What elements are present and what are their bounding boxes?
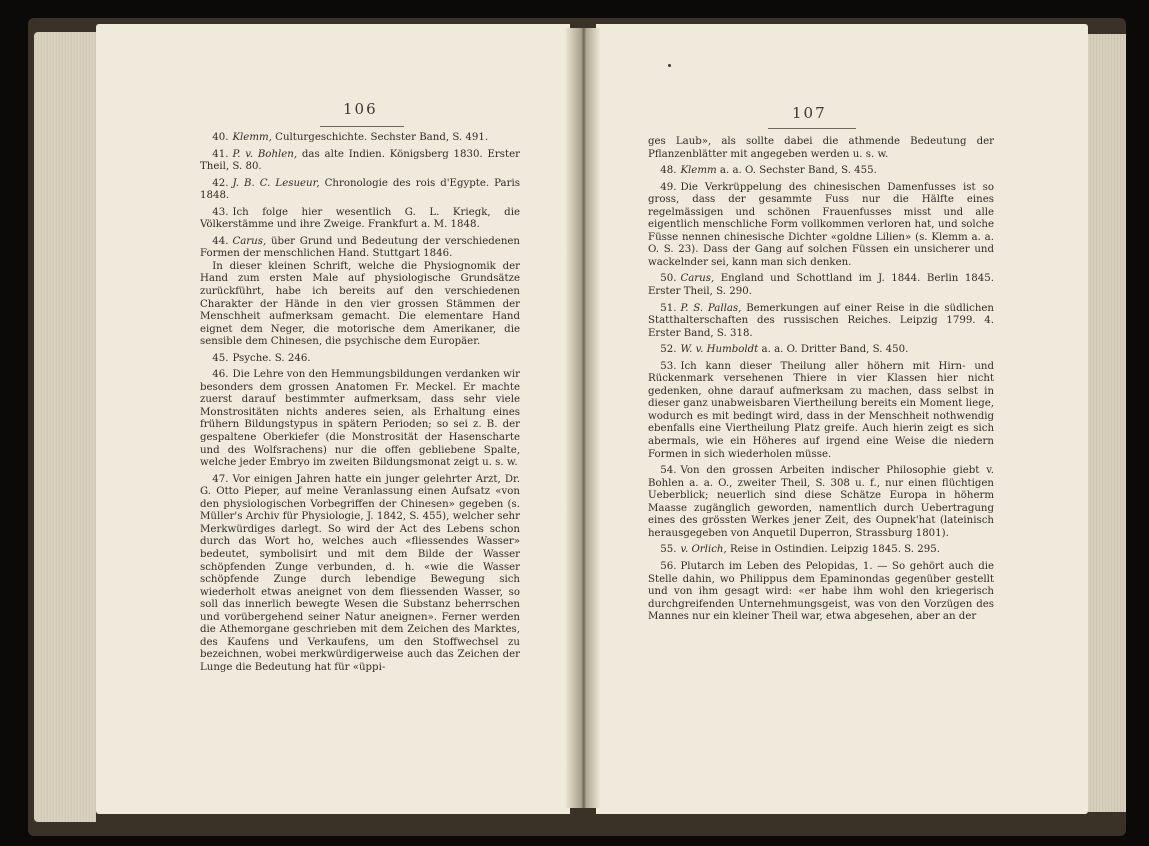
note-entry: 43. Ich folge hier wesentlich G. L. Kriegk, die Völkerstämme und ihre Zweige. Frankfurt a. M. 1848. [200,206,520,231]
dust-speck [668,64,671,67]
left-page [96,24,570,814]
note-entry: 54. Von den grossen Arbeiten indischer Philosophie giebt v. Bohlen a. a. O., zweiter Theil, S. 308 u. f., nur einen flüchtigen Ueberblick; neuerlich sind diese Schätze Europa in höherm Maasse zugänglich geworden, namentlich durch Uebertragung eines des grössten Werkes jener Zeit, des Oupnek'hat (lateinisch herausgegeben von Anquetil Duperron, Strassburg 1801). [648,465,994,539]
note-entry: 55. v. Orlich, Reise in Ostindien. Leipzig 1845. S. 295. [660,544,940,556]
note-entry: 56. Plutarch im Leben des Pelopidas, 1. — So gehört auch die Stelle dahin, wo Philippus dem Epaminondas gegenüber gestellt und von ihm gesagt wird: «er habe ihm wohl den kriegerisch durchgreifenden Unternehmungsgeist, was von den Vorzügen des Mannes nur ein kleiner Theil war, etwa abgesehen, aber an der [648,560,994,623]
note-entry: 53. Ich kann dieser Theilung aller höhern mit Hirn- und Rückenmark versehenen Thiere in vier Klassen hier nicht gedenken, ohne darauf aufmerksam zu machen, dass selbst in dieser ganz unabweisbaren Viertheilung bereits ein Moment liege, wodurch es mit bedingt wird, dass in der Menschheit nothwendig ebenfalls eine Viertheilung Platz greife. Auch hierin zeigt es sich abermals, wie ein Höheres auf irgend eine Weise die niedern Formen in sich wiederholen müsse. [648,360,994,460]
note-continuation: ges Laub», als sollte dabei die athmende Bedeutung der Pflanzenblätter mit angegeben werden u. s. w. [648,136,994,160]
page-number: 106 [343,100,378,118]
header-rule [768,128,856,129]
note-entry: 50. Carus, England und Schottland im J. 1844. Berlin 1845. Erster Theil, S. 290. [648,273,994,298]
right-page-edges [1086,34,1126,812]
note-entry: 52. W. v. Humboldt a. a. O. Dritter Band, S. 450. [660,344,909,356]
note-entry: 45. Psyche. S. 246. [212,352,311,364]
note-entry: 41. P. v. Bohlen, das alte Indien. Königsberg 1830. Erster Theil, S. 80. [200,148,520,173]
note-entry: 40. Klemm, Culturgeschichte. Sechster Band, S. 491. [212,132,489,143]
left-page-edges [34,32,96,822]
note-entry: 47. Vor einigen Jahren hatte ein junger gelehrter Arzt, Dr. G. Otto Pieper, auf meine Veranlassung einen Aufsatz «von den physiologischen Vorbegriffen der Chinesen» gegeben (s. Müller's Archiv für Physiologie, J. 1842, S. 455), welcher sehr Merkwürdiges darlegt. So wird der Act des Lebens schon durch das Wort ho, welches auch «fliessendes Wasser» bedeutet, symbolisirt und mit dem Bilde der Wasser schöpfenden Zunge verbunden, d. h. «wie die Wasser schöpfende Zunge durch lebendige Bewegung sich wiederholt etwas aneignet von dem fliessenden Wasser, so soll das innerlich bewegte Wesen die Substanz beherrschen und vorübergehend seiner Natur aneignen». Ferner werden die Athemorgane geschrieben mit dem Zeichen des Marktes, des Kaufens und Verkaufens, um den Stoffwechsel zu bezeichnen, wobei merkwürdigerweise auch das Zeichen der Lunge die Bedeutung hat für «üppi- [200,473,520,673]
note-entry: 42. J. B. C. Lesueur, Chronologie des rois d'Egypte. Paris 1848. [200,177,520,202]
right-page [596,24,1088,814]
left-text-block [200,132,520,678]
right-text-block [648,136,994,628]
note-entry: 49. Die Verkrüppelung des chinesischen Damenfusses ist so gross, dass der gesammte Fuss nur die Hälfte eines regelmässigen und schönen Frauenfusses misst und alle eigentlich menschliche Form vollkommen verloren hat, und solche Füsse nennen chinesische Dichter «goldne Lilien» (s. Klemm a. a. O. S. 23). Dass der Gang auf solchen Füssen ein unsicherer und wackelnder sei, kann man sich denken. [648,181,994,268]
header-rule [320,126,404,127]
note-entry: 51. P. S. Pallas, Bemerkungen auf einer Reise in die südlichen Statthalterschaften des russischen Reiches. Leipzig 1799. 4. Erster Band, S. 318. [648,302,994,339]
note-entry: 48. Klemm a. a. O. Sechster Band, S. 455. [660,165,877,177]
note-entry: 44. Carus, über Grund und Bedeutung der verschiedenen Formen der menschlichen Hand. Stuttgart 1846. [200,235,520,260]
note-paragraph: In dieser kleinen Schrift, welche die Physiognomik der Hand zum ersten Male auf physiologische Grundsätze zurückführt, habe ich bereits auf den verschiedenen Charakter der Hände in den vier grossen Stämmen der Menschheit aufmerksam gemacht. Die elementare Hand eignet dem Neger, die motorische dem Amerikaner, die sensible dem Chinesen, die psychische dem Europäer. [200,260,520,348]
note-entry: 46. Die Lehre von den Hemmungsbildungen verdanken wir besonders dem grossen Anatomen Fr. Meckel. Er machte zuerst darauf bestimmter aufmerksam, dass sehr viele Monstrositäten nichts anderes seien, als Erhaltung eines frühern Bildungstypus in spätern Perioden; so sei z. B. der gespaltene Oberkiefer (die Monstrosität der Hasenscharte und des Wolfsrachens) nur die offen gebliebene Spalte, welche jeder Embryo im zweiten Bildungsmonat zeigt u. s. w. [200,369,520,469]
page-number: 107 [792,104,827,122]
book-gutter [566,28,600,808]
